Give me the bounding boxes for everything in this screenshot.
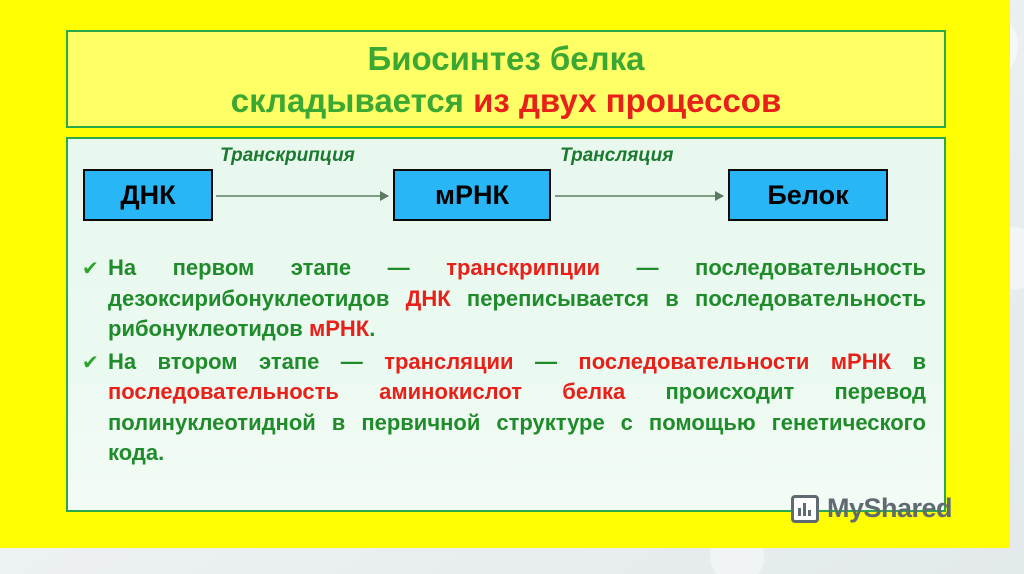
bullet-list bbox=[68, 249, 944, 469]
list-item bbox=[82, 347, 926, 469]
list-item-text bbox=[108, 347, 926, 469]
diagram-node-mrna: мРНК bbox=[393, 169, 551, 221]
page-title-sub-plain: складывается bbox=[230, 82, 474, 119]
page-title-line-2 bbox=[231, 80, 782, 122]
chart-icon bbox=[791, 495, 819, 523]
arrow-label-transcription: Транскрипция bbox=[220, 145, 355, 166]
watermark bbox=[791, 493, 952, 524]
text-run: — bbox=[513, 348, 579, 374]
text-run: На втором этапе — bbox=[108, 348, 385, 374]
arrow-transcription-icon bbox=[216, 195, 388, 197]
text-run-accent: ДНК bbox=[405, 285, 451, 311]
text-run-accent: последовательности мРНК bbox=[578, 348, 892, 374]
page-title-sub-accent: из двух процессов bbox=[473, 82, 782, 119]
text-run: происходит перевод полинуклеотидной в первичной структуре с помощью генетического кода. bbox=[108, 379, 926, 465]
text-run-accent: последовательность аминокислот белка bbox=[108, 379, 626, 404]
chart-bar bbox=[803, 503, 806, 516]
process-diagram bbox=[68, 139, 944, 249]
arrow-label-translation: Трансляция bbox=[560, 145, 674, 166]
page-title-line-1 bbox=[368, 38, 645, 80]
text-run: переписывается в последовательность рибонуклеотидов bbox=[108, 285, 927, 341]
check-icon: ✔ bbox=[82, 351, 99, 374]
text-run: На первом этапе — bbox=[108, 255, 447, 280]
title-card bbox=[66, 30, 946, 128]
list-item bbox=[82, 253, 926, 345]
chart-bar bbox=[808, 510, 811, 516]
diagram-node-dna: ДНК bbox=[83, 169, 213, 221]
text-run: — последовательность дезоксирибонуклеотидов bbox=[108, 255, 926, 311]
chart-bar bbox=[798, 508, 801, 516]
watermark-label: MyShared bbox=[826, 493, 952, 523]
text-run: . bbox=[369, 316, 376, 341]
text-run-accent: мРНК bbox=[308, 316, 370, 341]
check-icon: ✔ bbox=[82, 258, 99, 280]
content-card bbox=[66, 137, 946, 512]
list-item-text bbox=[108, 253, 926, 345]
page-title-main: Биосинтез белка bbox=[367, 40, 645, 77]
text-run: в bbox=[891, 348, 927, 374]
text-run-accent: трансляции bbox=[384, 348, 514, 374]
diagram-node-protein: Белок bbox=[728, 169, 888, 221]
text-run-accent: транскрипции bbox=[446, 255, 601, 280]
arrow-translation-icon bbox=[555, 195, 723, 197]
